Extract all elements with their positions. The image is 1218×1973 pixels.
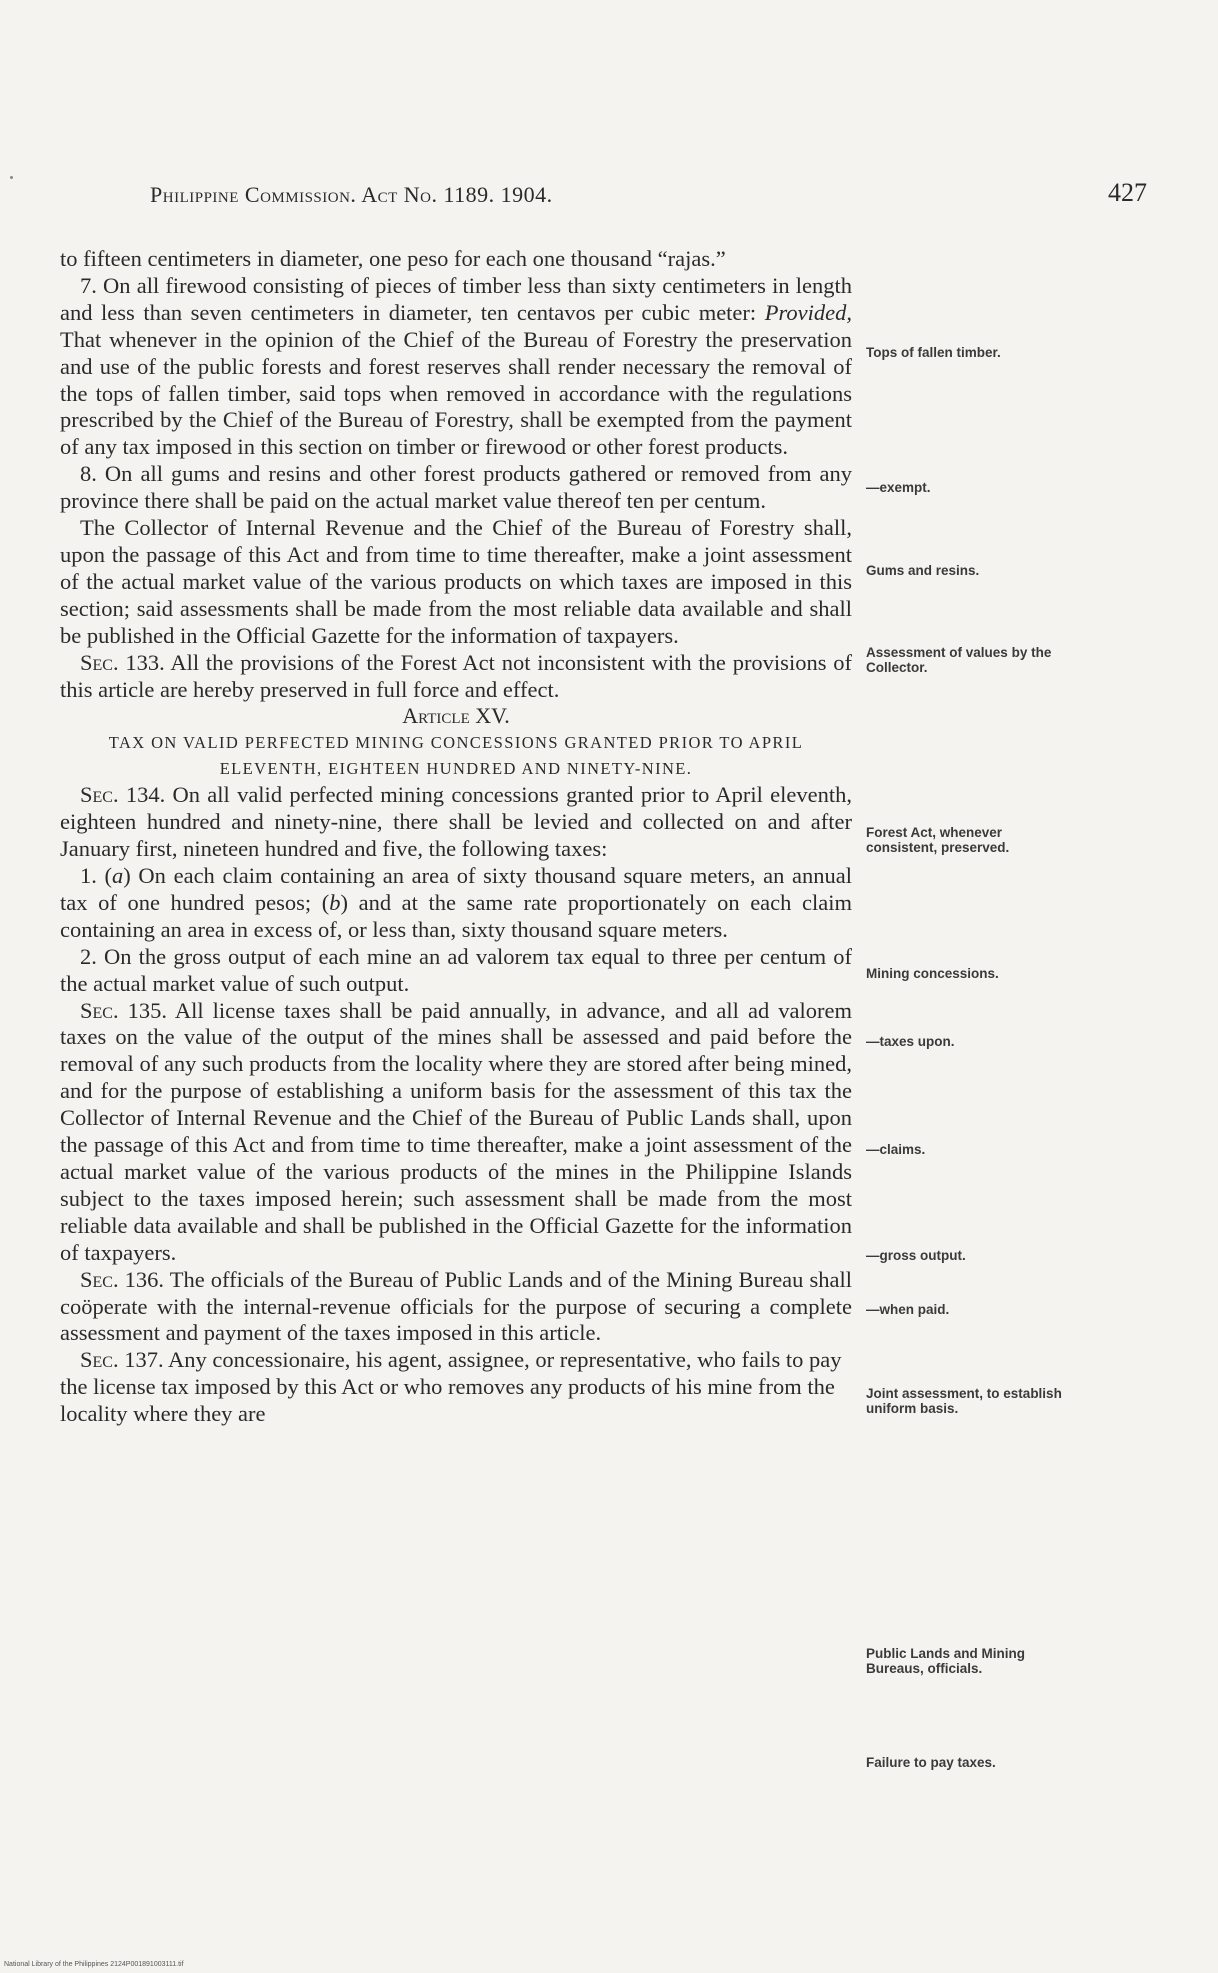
paragraph: 2. On the gross output of each mine an ad valorem tax equal to three per centum of the actual market value of such output. — [60, 943, 852, 996]
page-number: 427 — [1108, 178, 1147, 207]
marginal-note: —gross output. — [866, 1248, 966, 1263]
section-number: Sec. 135. — [80, 997, 168, 1023]
paragraph: The Collector of Internal Revenue and the Chief of the Bureau of Forestry shall, upon the passage of this Act and from time to time thereafter, make a joint assessment of the actual market value of the various products on which taxes are imposed in this section; said assessments shall be made from the most reliable data available and shall be published in the Official Gazette for the information of taxpayers. — [60, 515, 852, 648]
marginal-note: —when paid. — [866, 1302, 950, 1317]
marginal-note: Public Lands and Mining Bureaus, officials. — [866, 1646, 1026, 1676]
marginal-note: —taxes upon. — [866, 1034, 955, 1049]
scan-speck — [10, 176, 13, 179]
article-subtitle: TAX ON VALID PERFECTED MINING CONCESSIONS GRANTED PRIOR TO APRIL ELEVENTH, EIGHTEEN HUNDRED AND NINETY-NINE. — [108, 733, 804, 779]
marginal-note: Joint assessment, to establish uniform basis. — [866, 1386, 1062, 1416]
paragraph: Sec. 137. Any concessionaire, his agent, assignee, or representative, who fails to pay the license tax imposed by this Act or who removes any products of his mine from the locality where they are — [60, 1347, 842, 1427]
marginal-note: Forest Act, whenever consistent, preserved. — [866, 825, 1010, 855]
running-title: Philippine Commission. Act No. 1189. 1904. — [150, 182, 553, 207]
scan-footer: National Library of the Philippines 2124P001891003111.tif — [4, 1961, 184, 1968]
marginal-note: —claims. — [866, 1142, 926, 1157]
section-number: Sec. 137. — [80, 1347, 164, 1373]
section-number: Sec. 134. — [80, 782, 166, 808]
paragraph: 8. On all gums and resins and other forest products gathered or removed from any province there shall be paid on the actual market value thereof ten per centum. — [60, 461, 852, 514]
article-title: Article XV. — [402, 703, 510, 729]
marginal-note: Tops of fallen timber. — [866, 345, 1001, 360]
marginal-note: —exempt. — [866, 480, 931, 495]
body-text — [60, 246, 852, 1428]
marginal-note: Assessment of values by the Collector. — [866, 645, 1052, 675]
paragraph: Sec. 133. All the provisions of the Forest Act not inconsistent with the provisions of this article are hereby preserved in full force and effect. — [60, 649, 852, 702]
paragraph: to fifteen centimeters in diameter, one peso for each one thousand “rajas.” — [60, 246, 726, 271]
paragraph: Sec. 136. The officials of the Bureau of Public Lands and of the Mining Bureau shall coöperate with the internal-revenue officials for the purpose of securing a complete assessment and payment of the taxes imposed in this article. — [60, 1266, 852, 1346]
marginal-note: Failure to pay taxes. — [866, 1755, 996, 1770]
paragraph: 7. On all firewood consisting of pieces of timber less than sixty centimeters in length and less than seven centimeters in diameter, ten centavos per cubic meter: Provided, That whenever in the opinion of the Chief of the Bureau of Forestry the preservation and use of the public forests and forest reserves shall render necessary the removal of the tops of fallen timber, said tops when removed in accordance with the regulations prescribed by the Chief of the Bureau of Forestry, shall be exempted from the payment of any tax imposed in this section on timber or firewood or other forest products. — [60, 272, 852, 460]
section-number: Sec. 133. — [80, 649, 165, 675]
paragraph: 1. (a) On each claim containing an area of sixty thousand square meters, an annual tax of one hundred pesos; (b) and at the same rate proportionately on each claim containing an area in excess of, or less than, sixty thousand square meters. — [60, 863, 852, 942]
paragraph: Sec. 135. All license taxes shall be paid annually, in advance, and all ad valorem taxes on the value of the output of the mines shall be assessed and paid before the removal of any such products from the locality where they are stored after being mined, and for the purpose of establishing a uniform basis for the assessment of this tax the Collector of Internal Revenue and the Chief of the Bureau of Public Lands shall, upon the passage of this Act and from time to time thereafter, make a joint assessment of the actual market value of the various products of the mines in the Philippine Islands subject to the taxes imposed herein; such assessment shall be made from the most reliable data available and shall be published in the Official Gazette for the information of taxpayers. — [60, 997, 852, 1265]
marginal-note: Gums and resins. — [866, 563, 980, 578]
paragraph: Sec. 134. On all valid perfected mining concessions granted prior to April eleventh, eighteen hundred and ninety-nine, there shall be levied and collected on and after January first, nineteen hundred and five, the following taxes: — [60, 782, 853, 862]
marginal-note: Mining concessions. — [866, 966, 999, 981]
section-number: Sec. 136. — [80, 1266, 165, 1292]
